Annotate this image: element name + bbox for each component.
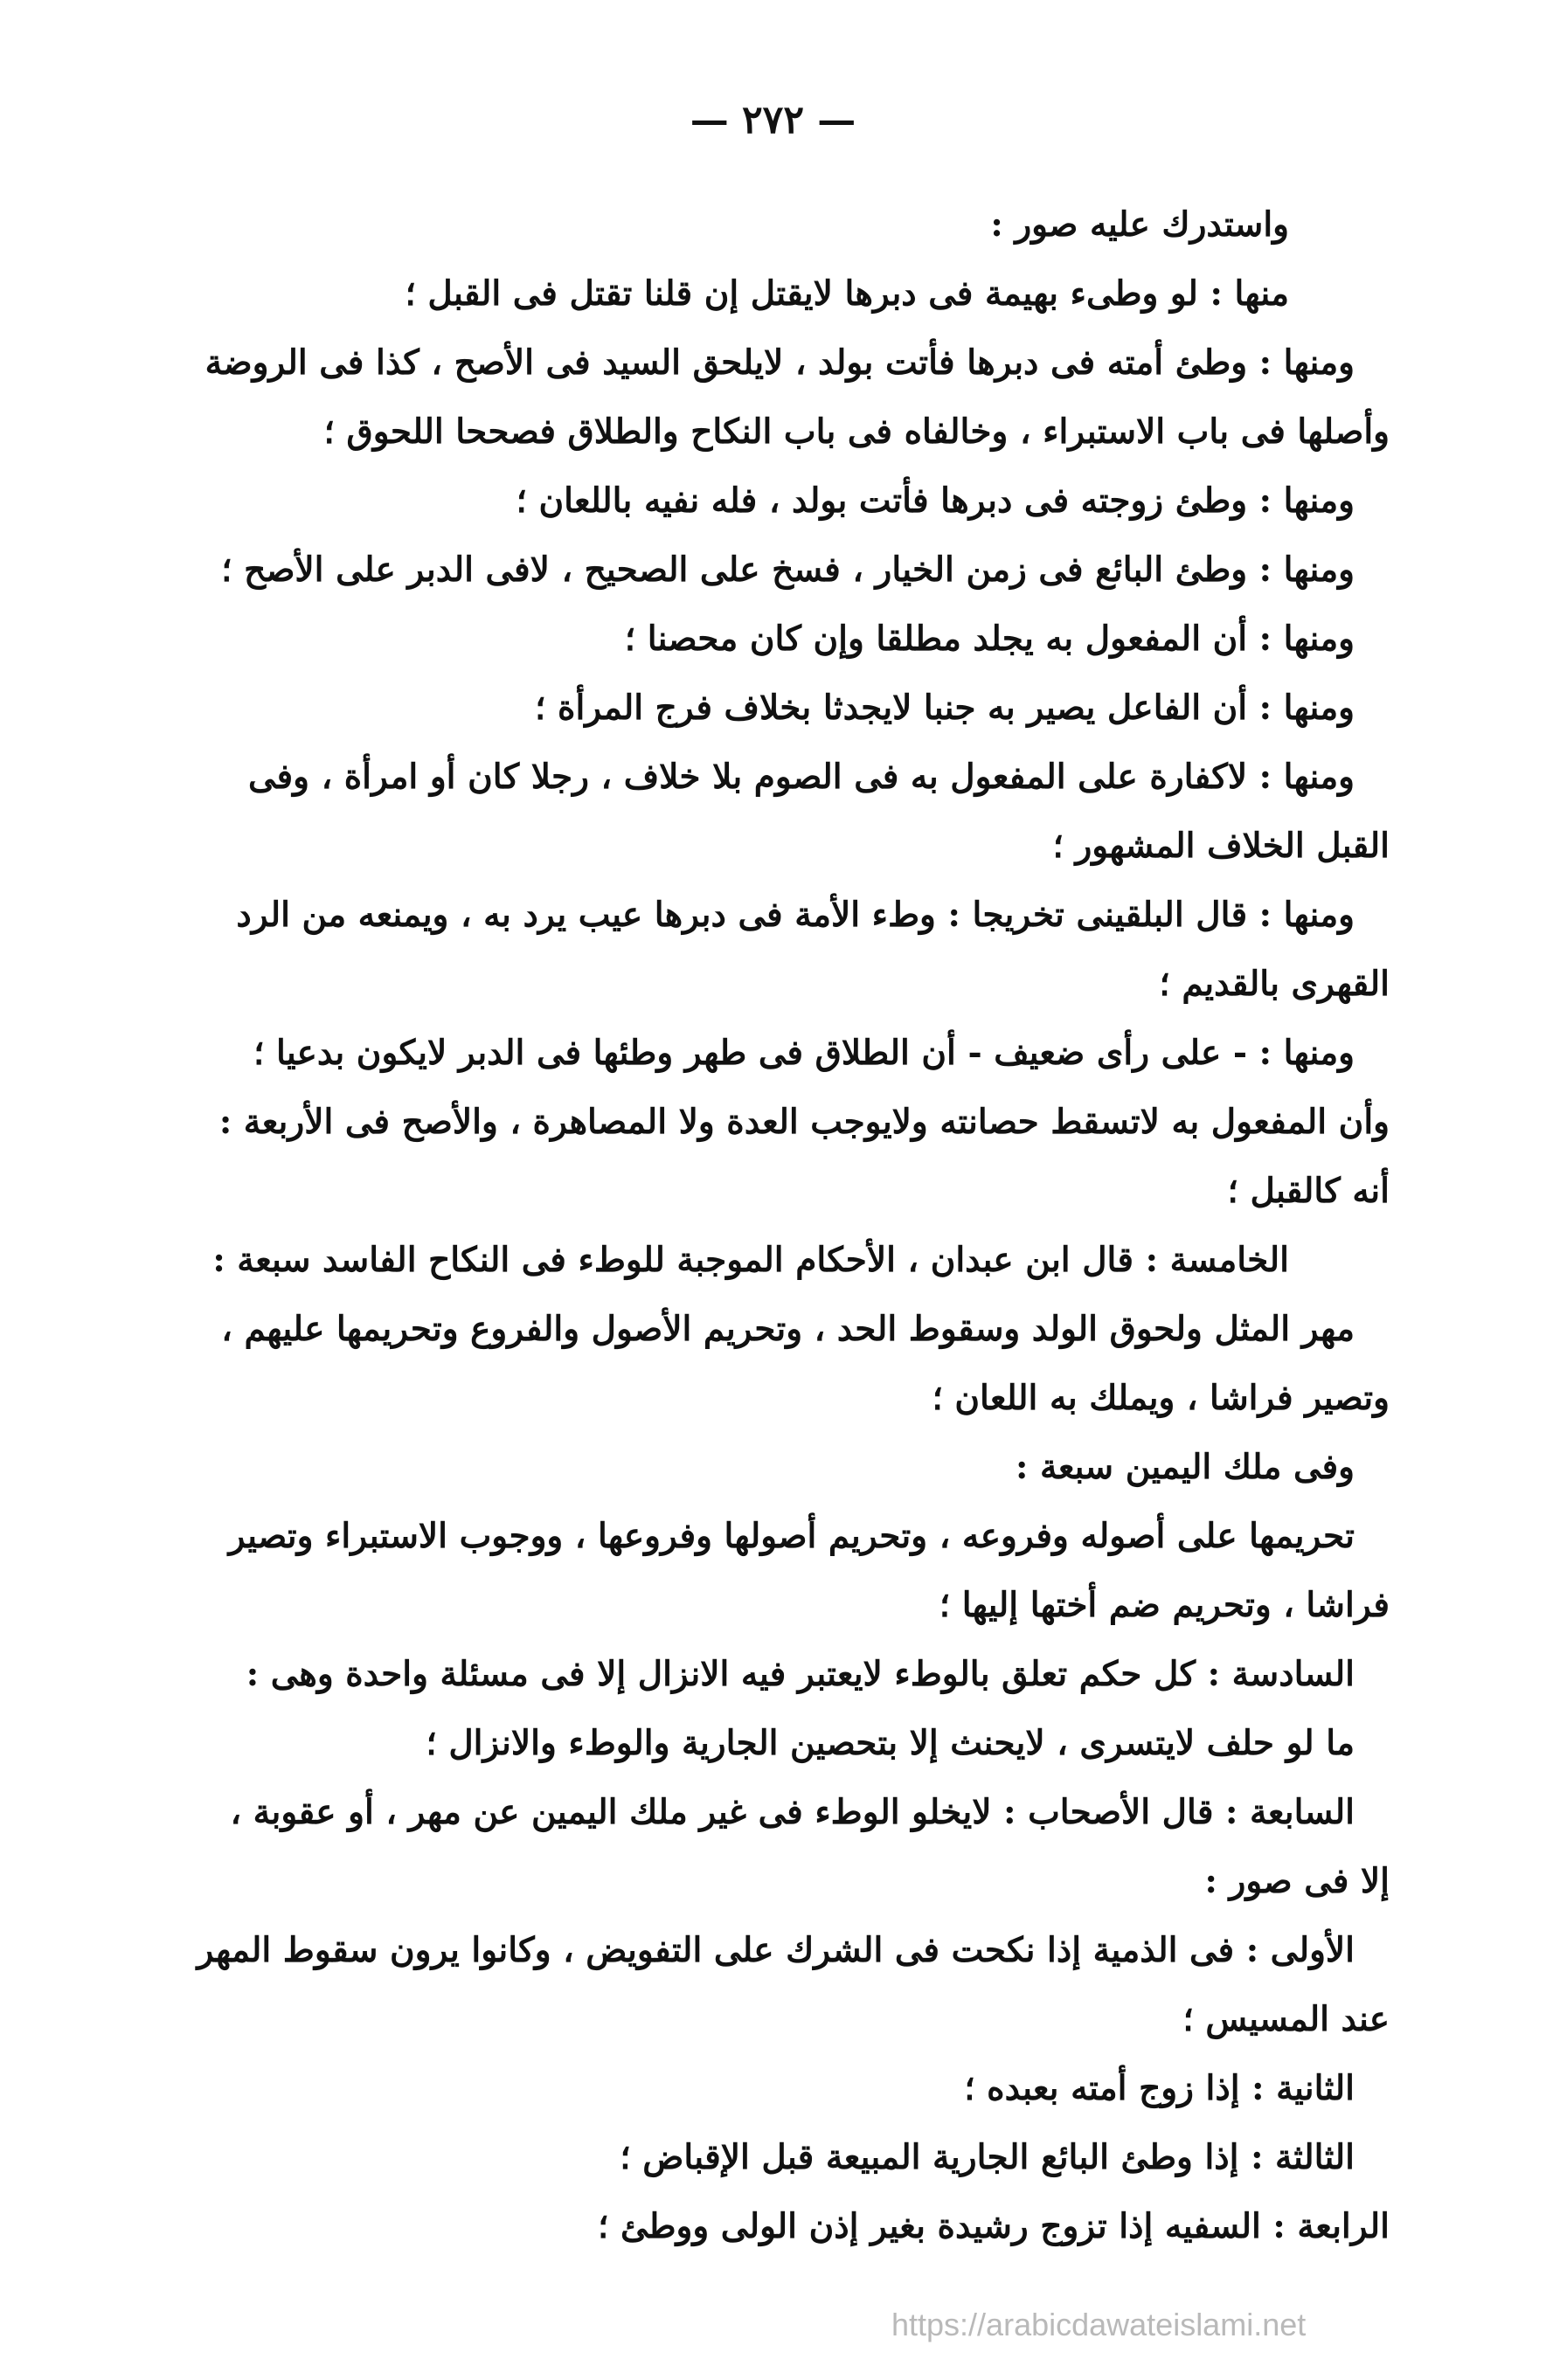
text-line: ما لو حلف لايتسرى ، لايحنث إلا بتحصين الجارية والوطء والانزال ؛ [426,1723,1355,1763]
text-line: ومنها : وطئ زوجته فى دبرها فأتت بولد ، فله نفيه باللعان ؛ [516,481,1355,521]
text-line: ومنها : وطئ البائع فى زمن الخيار ، فسخ على الصحيح ، لافى الدبر على الأصح ؛ [221,550,1355,590]
text-line: عند المسيس ؛ [1182,1999,1390,2039]
text-line: وتصير فراشا ، ويملك به اللعان ؛ [932,1378,1390,1418]
text-line: السابعة : قال الأصحاب : لايخلو الوطء فى غير ملك اليمين عن مهر ، أو عقوبة ، [230,1792,1355,1832]
text-line: أنه كالقبل ؛ [1227,1171,1390,1211]
text-line: ومنها : أن المفعول به يجلد مطلقا وإن كان محصنا ؛ [624,619,1355,659]
text-line: ومنها : - على رأى ضعيف - أن الطلاق فى طهر وطئها فى الدبر لايكون بدعيا ؛ [253,1033,1355,1073]
text-line: ومنها : أن الفاعل يصير به جنبا لايجدثا بخلاف فرج المرأة ؛ [535,688,1355,728]
text-line: الثانية : إذا زوج أمته بعبده ؛ [964,2068,1355,2108]
watermark-url: https://arabicdawateislami.net [891,2307,1307,2342]
text-line: ومنها : لاكفارة على المفعول به فى الصوم بلا خلاف ، رجلا كان أو امرأة ، وفى [248,757,1355,797]
text-line: الرابعة : السفيه إذا تزوج رشيدة بغير إذن الولى ووطئ ؛ [597,2206,1390,2246]
text-line: فراشا ، وتحريم ضم أختها إليها ؛ [939,1585,1390,1625]
text-line: تحريمها على أصوله وفروعه ، وتحريم أصولها وفروعها ، ووجوب الاستبراء وتصير [228,1516,1355,1556]
text-line: السادسة : كل حكم تعلق بالوطء لايعتبر فيه الانزال إلا فى مسئلة واحدة وهى : [246,1654,1355,1694]
text-line: القبل الخلاف المشهور ؛ [1052,826,1390,866]
text-line: وأن المفعول به لاتسقط حصانته ولايوجب العدة ولا المصاهرة ، والأصح فى الأربعة : [218,1102,1390,1142]
text-line: القهرى بالقديم ؛ [1159,964,1390,1004]
text-line: الأولى : فى الذمية إذا نكحت فى الشرك على التفويض ، وكانوا يرون سقوط المهر [197,1930,1355,1970]
document-body [157,190,1390,2261]
text-line: ومنها : وطئ أمته فى دبرها فأتت بولد ، لايلحق السيد فى الأصح ، كذا فى الروضة [205,342,1355,383]
text-line: منها : لو وطىء بهيمة فى دبرها لايقتل إن قلنا تقتل فى القبل ؛ [405,273,1289,314]
text-line: الثالثة : إذا وطئ البائع الجارية المبيعة قبل الإقباض ؛ [620,2137,1355,2177]
text-line: ومنها : قال البلقينى تخريجا : وطء الأمة فى دبرها عيب يرد به ، ويمنعه من الرد [236,895,1355,935]
text-line: وفى ملك اليمين سبعة : [1015,1447,1355,1487]
text-line: إلا فى صور : [1204,1861,1390,1901]
text-line: الخامسة : قال ابن عبدان ، الأحكام الموجبة للوطء فى النكاح الفاسد سبعة : [212,1240,1289,1280]
text-line: مهر المثل ولحوق الولد وسقوط الحد ، وتحريم الأصول والفروع وتحريمها عليهم ، [221,1309,1355,1349]
text-line: واستدرك عليه صور : [990,204,1289,245]
page-number: — ٢٧٢ — [690,98,856,142]
text-line: وأصلها فى باب الاستبراء ، وخالفاه فى باب النكاح والطلاق فصححا اللحوق ؛ [323,412,1390,452]
